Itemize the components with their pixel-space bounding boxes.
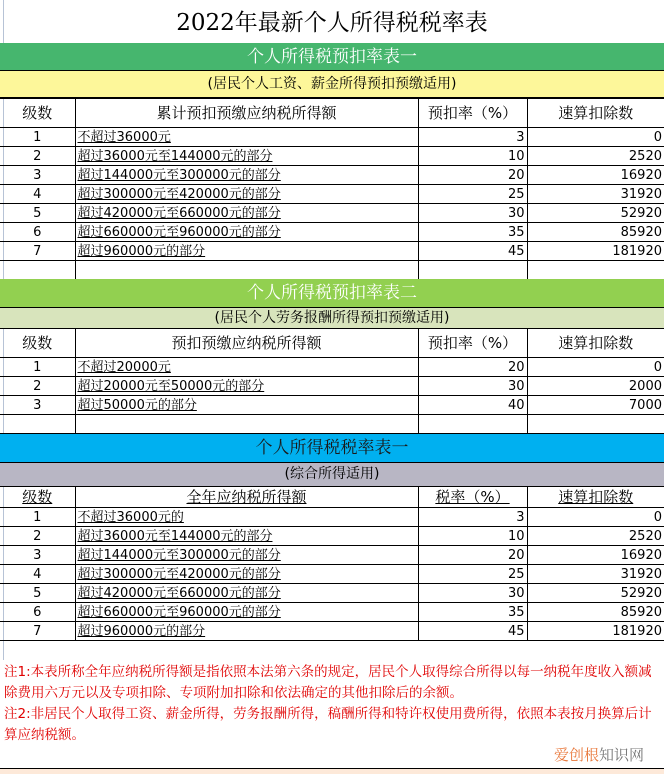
header-range: 累计预扣预缴应纳税所得额 bbox=[75, 99, 418, 128]
cell-rate: 30 bbox=[418, 377, 527, 396]
table-row bbox=[0, 185, 664, 204]
cell-range: 超过960000元的部分 bbox=[75, 622, 418, 641]
cell-deduction: 181920 bbox=[527, 622, 664, 641]
cell-range: 超过420000元至660000元的部分 bbox=[75, 204, 418, 223]
cell-deduction: 31920 bbox=[527, 565, 664, 584]
cell-level: 1 bbox=[0, 128, 75, 147]
table-empty-row bbox=[0, 261, 664, 280]
table-row bbox=[0, 527, 664, 546]
cell-rate: 10 bbox=[418, 147, 527, 166]
cell-range: 不超过36000元 bbox=[75, 128, 418, 147]
cell-deduction: 7000 bbox=[527, 396, 664, 415]
table-row bbox=[0, 242, 664, 261]
cell-rate: 30 bbox=[418, 584, 527, 603]
table-row bbox=[0, 622, 664, 641]
header-deduction: 速算扣除数 bbox=[527, 329, 664, 358]
cell-deduction: 52920 bbox=[527, 584, 664, 603]
cell-level: 7 bbox=[0, 622, 75, 641]
header-rate: 预扣率（%） bbox=[418, 329, 527, 358]
cell-range: 不超过36000元的 bbox=[75, 508, 418, 527]
table-row bbox=[0, 396, 664, 415]
cell-deduction: 85920 bbox=[527, 603, 664, 622]
table2-header-row bbox=[0, 329, 664, 358]
table-row bbox=[0, 204, 664, 223]
header-rate: 税率（%） bbox=[418, 487, 527, 508]
cell-range: 超过20000元至50000元的部分 bbox=[75, 377, 418, 396]
header-level: 级数 bbox=[0, 487, 75, 508]
empty-cell bbox=[527, 261, 664, 280]
header-level: 级数 bbox=[0, 329, 75, 358]
footnotes bbox=[4, 662, 664, 746]
note-2: 注2:非居民个人取得工资、薪金所得，劳务报酬所得，稿酬所得和特许权使用费所得，依照本表按月换算后计算应纳税额。 bbox=[4, 706, 652, 743]
cell-level: 2 bbox=[0, 527, 75, 546]
watermark-part1: 爱创根 bbox=[553, 746, 599, 764]
empty-cell bbox=[0, 261, 75, 280]
cell-range: 不超过20000元 bbox=[75, 358, 418, 377]
cell-level: 7 bbox=[0, 242, 75, 261]
empty-cell bbox=[75, 261, 418, 280]
cell-level: 1 bbox=[0, 358, 75, 377]
cell-range: 超过144000元至300000元的部分 bbox=[75, 546, 418, 565]
table1 bbox=[0, 98, 664, 280]
cell-level: 3 bbox=[0, 396, 75, 415]
cell-deduction: 31920 bbox=[527, 185, 664, 204]
cell-level: 6 bbox=[0, 223, 75, 242]
cell-rate: 45 bbox=[418, 622, 527, 641]
cell-deduction: 0 bbox=[527, 128, 664, 147]
header-range: 全年应纳税所得额 bbox=[75, 487, 418, 508]
table-row bbox=[0, 377, 664, 396]
cell-deduction: 16920 bbox=[527, 166, 664, 185]
cell-deduction: 0 bbox=[527, 358, 664, 377]
empty-cell bbox=[527, 415, 664, 434]
cell-range: 超过660000元至960000元的部分 bbox=[75, 223, 418, 242]
cell-range: 超过660000元至960000元的部分 bbox=[75, 603, 418, 622]
table2-subtitle: (居民个人劳务报酬所得预扣预缴适用) bbox=[0, 308, 664, 329]
cell-level: 5 bbox=[0, 204, 75, 223]
watermark-part2: 知识网 bbox=[598, 746, 644, 764]
cell-rate: 30 bbox=[418, 204, 527, 223]
cell-deduction: 85920 bbox=[527, 223, 664, 242]
table-row bbox=[0, 508, 664, 527]
cell-range: 超过50000元的部分 bbox=[75, 396, 418, 415]
cell-level: 2 bbox=[0, 377, 75, 396]
cell-rate: 35 bbox=[418, 223, 527, 242]
bottom-band bbox=[0, 768, 664, 774]
cell-deduction: 2520 bbox=[527, 527, 664, 546]
empty-cell bbox=[418, 415, 527, 434]
cell-range: 超过960000元的部分 bbox=[75, 242, 418, 261]
cell-rate: 25 bbox=[418, 185, 527, 204]
cell-deduction: 16920 bbox=[527, 546, 664, 565]
table2-title: 个人所得税预扣率表二 bbox=[0, 279, 664, 308]
table-row bbox=[0, 584, 664, 603]
page-title: 2022年最新个人所得税税率表 bbox=[176, 10, 488, 36]
cell-range: 超过144000元至300000元的部分 bbox=[75, 166, 418, 185]
header-rate: 预扣率（%） bbox=[418, 99, 527, 128]
table-row bbox=[0, 565, 664, 584]
cell-rate: 35 bbox=[418, 603, 527, 622]
cell-deduction: 52920 bbox=[527, 204, 664, 223]
cell-level: 5 bbox=[0, 584, 75, 603]
cell-deduction: 0 bbox=[527, 508, 664, 527]
cell-range: 超过420000元至660000元的部分 bbox=[75, 584, 418, 603]
cell-range: 超过300000元至420000元的部分 bbox=[75, 185, 418, 204]
cell-range: 超过36000元至144000元的部分 bbox=[75, 147, 418, 166]
cell-level: 3 bbox=[0, 546, 75, 565]
cell-rate: 3 bbox=[418, 128, 527, 147]
table-row bbox=[0, 166, 664, 185]
cell-level: 3 bbox=[0, 166, 75, 185]
cell-rate: 20 bbox=[418, 546, 527, 565]
table3-subtitle: (综合所得适用) bbox=[0, 463, 664, 487]
table2 bbox=[0, 328, 664, 434]
header-level: 级数 bbox=[0, 99, 75, 128]
cell-rate: 45 bbox=[418, 242, 527, 261]
note-1: 注1:本表所称全年应纳税所得额是指依照本法第六条的规定，居民个人取得综合所得以每一纳税年度收入额减除费用六万元以及专项扣除、专项附加扣除和依法确定的其他扣除后的余额。 bbox=[4, 664, 652, 701]
empty-cell bbox=[0, 415, 75, 434]
table-row bbox=[0, 128, 664, 147]
table1-header-row bbox=[0, 99, 664, 128]
cell-deduction: 2520 bbox=[527, 147, 664, 166]
table3 bbox=[0, 486, 664, 641]
table-row bbox=[0, 147, 664, 166]
header-deduction: 速算扣除数 bbox=[527, 487, 664, 508]
cell-rate: 25 bbox=[418, 565, 527, 584]
cell-rate: 20 bbox=[418, 166, 527, 185]
table-empty-row bbox=[0, 415, 664, 434]
header-deduction: 速算扣除数 bbox=[527, 99, 664, 128]
table-row bbox=[0, 223, 664, 242]
cell-level: 4 bbox=[0, 565, 75, 584]
table1-title: 个人所得税预扣率表一 bbox=[0, 43, 664, 71]
table3-header-row bbox=[0, 487, 664, 508]
table-row bbox=[0, 603, 664, 622]
cell-range: 超过36000元至144000元的部分 bbox=[75, 527, 418, 546]
cell-level: 2 bbox=[0, 147, 75, 166]
cell-range: 超过300000元至420000元的部分 bbox=[75, 565, 418, 584]
cell-rate: 3 bbox=[418, 508, 527, 527]
cell-rate: 40 bbox=[418, 396, 527, 415]
cell-rate: 20 bbox=[418, 358, 527, 377]
cell-level: 4 bbox=[0, 185, 75, 204]
cell-deduction: 181920 bbox=[527, 242, 664, 261]
table-row bbox=[0, 358, 664, 377]
table3-title: 个人所得税税率表一 bbox=[0, 433, 664, 463]
table1-subtitle: (居民个人工资、薪金所得预扣预缴适用) bbox=[0, 71, 664, 98]
cell-rate: 10 bbox=[418, 527, 527, 546]
cell-level: 1 bbox=[0, 508, 75, 527]
empty-cell bbox=[418, 261, 527, 280]
watermark bbox=[554, 744, 644, 765]
cell-deduction: 2000 bbox=[527, 377, 664, 396]
empty-cell bbox=[75, 415, 418, 434]
cell-level: 6 bbox=[0, 603, 75, 622]
header-range: 预扣预缴应纳税所得额 bbox=[75, 329, 418, 358]
table-row bbox=[0, 546, 664, 565]
